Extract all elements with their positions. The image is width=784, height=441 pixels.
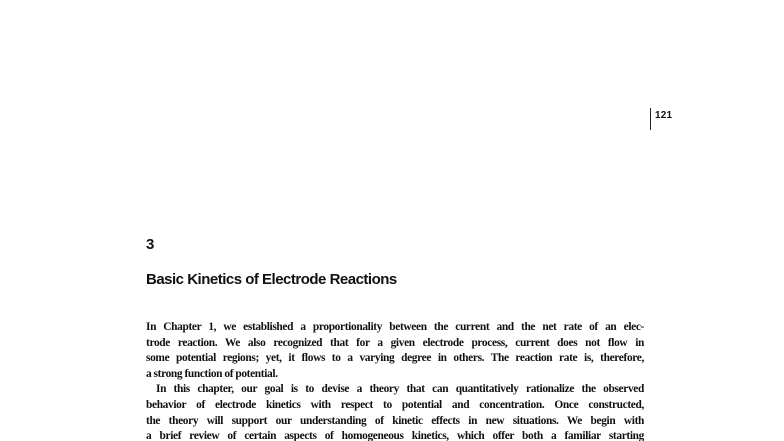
text-line: a brief review of certain aspects of homogeneous kinetics, which offer both a familiar starting <box>146 430 644 441</box>
text-line: a strong function of potential. <box>146 367 278 380</box>
page-number-rule <box>650 108 651 130</box>
paragraph-2 <box>146 382 644 441</box>
chapter-title: Basic Kinetics of Electrode Reactions <box>146 271 397 288</box>
paragraph-1 <box>146 320 644 382</box>
chapter-number: 3 <box>146 236 155 253</box>
text-line: trode reaction. We also recognized that for a given electrode process, current does not flow in <box>146 336 644 349</box>
text-line: In this chapter, our goal is to devise a theory that can quantitatively rationalize the observed <box>156 383 644 396</box>
body-text <box>146 320 644 441</box>
text-line: the theory will support our understanding of kinetic effects in new situations. We begin with <box>146 414 644 427</box>
text-line: In Chapter 1, we established a proportionality between the current and the net rate of an elec- <box>146 321 644 333</box>
text-line: some potential regions; yet, it flows to a varying degree in others. The reaction rate is, therefore, <box>146 352 644 365</box>
text-line: behavior of electrode kinetics with respect to potential and concentration. Once constructed, <box>146 398 644 411</box>
page-number: 121 <box>655 110 673 121</box>
